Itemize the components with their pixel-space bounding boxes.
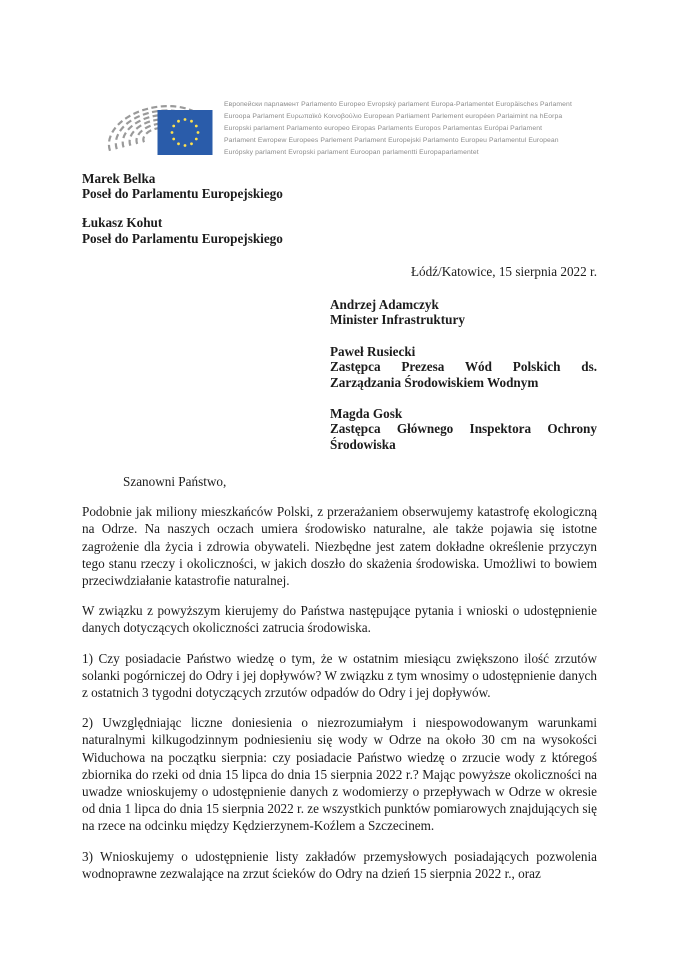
sender-name: Łukasz Kohut bbox=[82, 215, 163, 231]
ep-lang-line: Европейски парламент Parlamento Europeo Evropský parlament Europa-Parlamentet Europäisches Parlament bbox=[224, 101, 572, 108]
date-line: Łódź/Katowice, 15 sierpnia 2022 r. bbox=[410, 264, 597, 279]
ep-lang-line: Europski parlament Parlamento europeo Eiropas Parlaments Europos Parlamentas Európai Parlament bbox=[224, 125, 543, 132]
recipient-title: Minister Infrastruktury bbox=[330, 312, 465, 328]
ep-hemicycle-icon bbox=[106, 94, 216, 166]
recipient-name: Paweł Rusiecki bbox=[330, 343, 416, 359]
paragraph-point-2: 2) Uwzględniając liczne doniesienia o niezrozumiałym i niespowodowanym warunkami naturalnymi kilkugodzinnym podniesieniu się wody w Odrze na około 30 cm na wysokości Widuchowa na początku sierpnia: czy posiadacie Państwo wiedzę o zrzucie wody z któregoś zbiornika do rzeki od dnia 15 lipca do dnia 15 sierpnia 2022 r.? Mając powyższe okoliczności na uwadze wnioskujemy o udostępnienie danych z wodomierzy o przepływach w Odrze w okresie od dnia 1 lipca do dnia 15 sierpnia 2022 r. ze wszystkich punktów pomiarowych znajdujących się na rzece na odcinku między Kędzierzynem-Koźlem a Szczecinem. bbox=[82, 715, 597, 834]
recipient-title: Zastępca Głównego Inspektora Ochrony Środowiska bbox=[330, 421, 597, 452]
sender bbox=[82, 215, 283, 245]
ep-lang-line: Parlament Ewropew Europees Parlement Parlament Europejski Parlamento Europeu Parlamentul European bbox=[224, 137, 559, 144]
sender bbox=[82, 171, 283, 201]
sender-title: Poseł do Parlamentu Europejskiego bbox=[82, 230, 283, 246]
european-parliament-logo bbox=[106, 94, 576, 168]
recipient bbox=[330, 297, 597, 328]
letter-body bbox=[82, 473, 597, 895]
recipient-name: Andrzej Adamczyk bbox=[330, 297, 439, 312]
recipient-title: Zastępca Prezesa Wód Polskich ds. Zarządzania Środowiskiem Wodnym bbox=[330, 359, 597, 390]
eu-flag-icon bbox=[158, 110, 213, 155]
paragraph-request-lead: W związku z powyższym kierujemy do Państwa następujące pytania i wnioski o udostępnienie danych dotyczących okoliczności zatrucia środowiska. bbox=[82, 603, 597, 636]
paragraph-point-1: 1) Czy posiadacie Państwo wiedzę o tym, że w ostatnim miesiącu zwiększono ilość zrzutów solanki pogórniczej do Odry i jej dopływów? W związku z tym wnosimy o udostępnienie danych z ostatnich 3 tygodni dotyczących zrzutów odpadów do Odry i jej dopływów. bbox=[82, 650, 597, 701]
sender-title: Poseł do Parlamentu Europejskiego bbox=[82, 186, 283, 202]
recipient bbox=[330, 406, 597, 452]
senders-block bbox=[82, 171, 283, 260]
recipient-name: Magda Gosk bbox=[330, 406, 403, 422]
recipients-block bbox=[330, 297, 597, 468]
paragraph-point-3: 3) Wnioskujemy o udostępnienie listy zakładów przemysłowych posiadających pozwolenia wodnoprawne zezwalające na zrzut ścieków do Odry na dzień 15 sierpnia 2022 r., oraz bbox=[82, 848, 597, 881]
ep-lang-line: Euroopa Parlament Ευρωπαϊκό Κοινοβούλιο European Parliament Parlement européen Parlaimint na hEorpa bbox=[224, 113, 563, 120]
sender-name: Marek Belka bbox=[82, 171, 156, 186]
recipient bbox=[330, 344, 597, 390]
ep-wordmark-languages bbox=[224, 99, 572, 168]
paragraph-intro: Podobnie jak miliony mieszkańców Polski, z przerażaniem obserwujemy katastrofę ekologiczną na Odrze. Na naszych oczach umiera środowisko naturalne, ale także pojawia się istotne zagrożenie dla życia i zdrowia obywateli. Niezbędne jest zatem dokładne określenie przyczyn tego stanu rzeczy i okoliczności, w jakich doszło do skażenia środowiska. Umożliwi to bowiem przeciwdziałanie katastrofie naturalnej. bbox=[82, 504, 597, 589]
salutation: Szanowni Państwo, bbox=[123, 474, 227, 489]
ep-lang-line: Európsky parlament Evropski parlament Euroopan parlamentti Europaparlamentet bbox=[224, 149, 479, 156]
